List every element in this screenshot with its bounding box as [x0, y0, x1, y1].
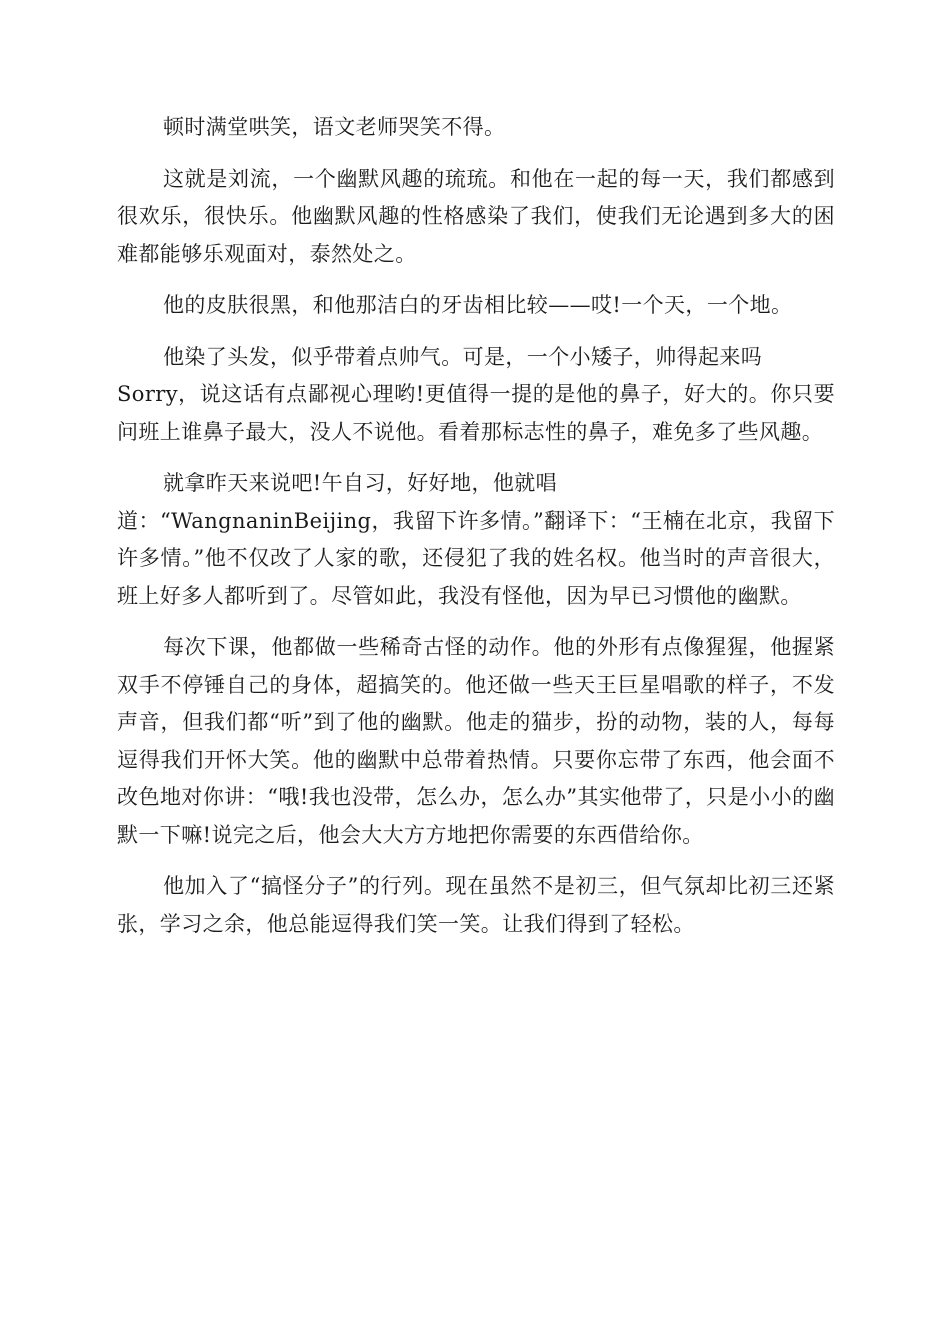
paragraph: 每次下课，他都做一些稀奇古怪的动作。他的外形有点像猩猩，他握紧双手不停锤自己的身体，超搞笑的。他还做一些天王巨星唱歌的样子，不发声音，但我们都“听”到了他的幽默。他走的猫步，扮的动物，装的人，每每逗得我们开怀大笑。他的幽默中总带着热情。只要你忘带了东西，他会面不改色地对你讲：“哦!我也没带，怎么办，怎么办”其实他带了，只是小小的幽默一下嘛!说完之后，他会大大方方地把你需要的东西借给你。	[117, 635, 835, 847]
paragraph: 这就是刘流，一个幽默风趣的琉琉。和他在一起的每一天，我们都感到很欢乐，很快乐。他幽默风趣的性格感染了我们，使我们无论遇到多大的困难都能够乐观面对，泰然处之。	[117, 166, 835, 266]
paragraph: 顿时满堂哄笑，语文老师哭笑不得。	[163, 115, 506, 139]
paragraph: 就拿昨天来说吧!午自习，好好地，他就唱 道：“WangnaninBeijing，我留下许多情。”翻译下：“王楠在北京，我留下许多情。”他不仅改了人家的歌，还侵犯了我的姓名权。他当时的声音很大，班上好多人都听到了。尽管如此，我没有怪他，因为早已习惯他的幽默。	[117, 471, 835, 608]
paragraph: 他的皮肤很黑，和他那洁白的牙齿相比较——哎!一个天，一个地。	[163, 293, 793, 317]
document-body	[117, 109, 835, 957]
paragraph: 他染了头发，似乎带着点帅气。可是，一个小矮子，帅得起来吗 Sorry，说这话有点鄙视心理哟!更值得一提的是他的鼻子，好大的。你只要问班上谁鼻子最大，没人不说他。看着那标志性的鼻子，难免多了些风趣。	[117, 344, 835, 444]
paragraph: 他加入了“搞怪分子”的行列。现在虽然不是初三，但气氛却比初三还紧张，学习之余，他总能逗得我们笑一笑。让我们得到了轻松。	[117, 874, 835, 936]
